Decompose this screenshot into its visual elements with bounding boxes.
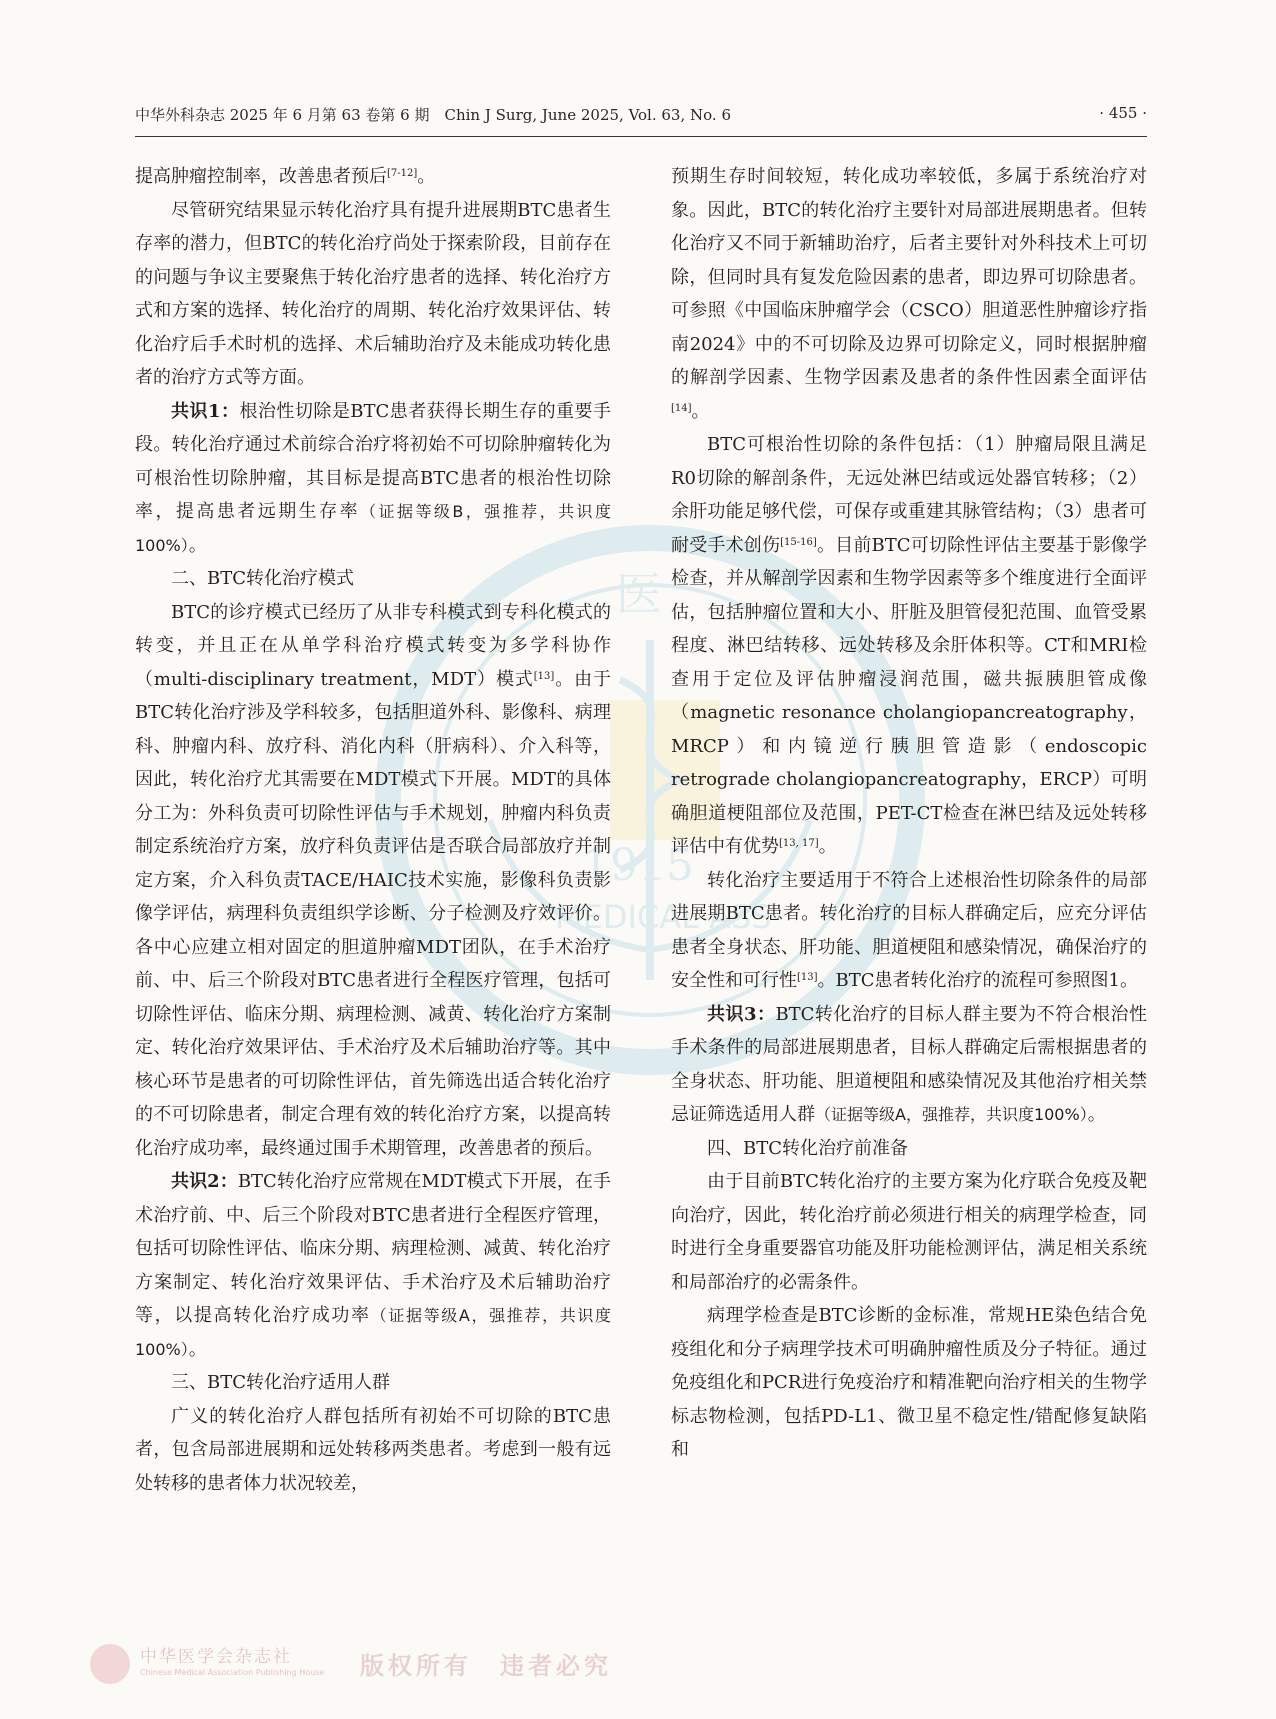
consensus-2: 共识2：BTC转化治疗应常规在MDT模式下开展，在手术治疗前、中、后三个阶段对BTC患者进行全程医疗管理，包括可切除性评估、临床分期、病理检测、减黄、转化治疗方案制定、转化治疗效果评估、手术治疗及术后辅助治疗等，以提高转化治疗成功率（证据等级A，强推荐，共识度100%）。 (135, 1171, 611, 1360)
paragraph: 广义的转化治疗人群包括所有初始不可切除的BTC患者，包含局部进展期和远处转移两类患者。考虑到一般有远处转移的患者体力状况较差， (135, 1405, 611, 1494)
right-column (671, 160, 1147, 1467)
evidence-level: （证据等级A，强推荐，共识度100%） (815, 1105, 1088, 1124)
paragraph: BTC可根治性切除的条件包括：（1）肿瘤局限且满足R0切除的解剖条件，无远处淋巴结或远处器官转移；（2）余肝功能足够代偿，可保存或重建其脉管结构；（3）患者可耐受手术创伤[15-16]。目前BTC可切除性评估主要基于影像学检查，并从解剖学因素和生物学因素等多个维度进行全面评估，包括肿瘤位置和大小、肝脏及胆管侵犯范围、血管受累程度、淋巴结转移、远处转移及余肝体积等。CT和MRI检查用于定位及评估肿瘤浸润范围，磁共振胰胆管成像（magnetic resonance cholangiopancreatography，MRCP）和内镜逆行胰胆管造影（endoscopic retrograde cholangiopancreatography，ERCP）可明确胆道梗阻部位及范围，PET-CT检查在淋巴结及远处转移评估中有优势[13, 17]。 (671, 434, 1147, 857)
page-number: · 455 · (1099, 104, 1147, 122)
citation: [15-16] (780, 536, 817, 548)
paragraph: BTC的诊疗模式已经历了从非专科模式到专科化模式的转变，并且正在从单学科治疗模式转变为多学科协作（multi-disciplinary treatment，MDT）模式[13]。由于BTC转化治疗涉及学科较多，包括胆道外科、影像科、病理科、肿瘤内科、放疗科、消化内科（肝病科）、介入科等，因此，转化治疗尤其需要在MDT模式下开展。MDT的具体分工为：外科负责可切除性评估与手术规划，肿瘤内科负责制定系统治疗方案，放疗科负责评估是否联合局部放疗并制定方案，介入科负责TACE/HAIC技术实施，影像科负责影像学评估，病理科负责组织学诊断、分子检测及疗效评价。各中心应建立相对固定的胆道肿瘤MDT团队，在手术治疗前、中、后三个阶段对BTC患者进行全程医疗管理，包括可切除性评估、临床分期、病理检测、减黄、转化治疗方案制定、转化治疗效果评估、手术治疗及术后辅助治疗等。其中核心环节是患者的可切除性评估，首先筛选出适合转化治疗的不可切除患者，制定合理有效的转化治疗方案，以提高转化治疗成功率，最终通过围手术期管理，改善患者的预后。 (135, 601, 611, 1159)
section-heading: 三、BTC转化治疗适用人群 (171, 1372, 391, 1393)
citation: [14] (671, 402, 692, 414)
citation: [13] (797, 972, 818, 983)
evidence-level: （证据等级A，强推荐，共识度100%） (135, 1306, 611, 1359)
consensus-label: 共识3： (707, 1003, 776, 1025)
consensus-1: 共识1：根治性切除是BTC患者获得长期生存的重要手段。转化治疗通过术前综合治疗将初始不可切除肿瘤转化为可根治性切除肿瘤，其目标是提高BTC患者的根治性切除率，提高患者远期生存率（证据等级B，强推荐，共识度100%）。 (135, 400, 612, 556)
paragraph: 转化治疗主要适用于不符合上述根治性切除条件的局部进展期BTC患者。转化治疗的目标人群确定后，应充分评估患者全身状态、肝功能、胆道梗阻和感染情况，确保治疗的安全性和可行性[13]。BTC患者转化治疗的流程可参照图1。 (671, 869, 1147, 991)
running-header (135, 104, 1147, 132)
paragraph: 尽管研究结果显示转化治疗具有提升进展期BTC患者生存率的潜力，但BTC的转化治疗尚处于探索阶段，目前存在的问题与争议主要聚焦于转化治疗患者的选择、转化治疗方式和方案的选择、转化治疗的周期、转化治疗效果评估、转化治疗后手术时机的选择、术后辅助治疗及未能成功转化患者的治疗方式等方面。 (135, 199, 611, 388)
citation: [7-12] (387, 168, 418, 179)
svg-text:MEDICAL ASS: MEDICAL ASS (555, 898, 772, 936)
paragraph: 提高肿瘤控制率，改善患者预后[7-12]。 (135, 166, 436, 187)
svg-text:医: 医 (616, 567, 662, 621)
evidence-level: （证据等级B，强推荐，共识度100%） (135, 502, 612, 555)
consensus-3: 共识3：BTC转化治疗的目标人群主要为不符合根治性手术条件的局部进展期患者，目标人群确定后需根据患者的全身状态、肝功能、胆道梗阻和感染情况及其他治疗相关禁忌证筛选适用人群（证据等级A，强推荐，共识度100%）。 (671, 1003, 1147, 1125)
section-heading: 四、BTC转化治疗前准备 (707, 1137, 909, 1159)
publisher-footer (90, 1640, 650, 1690)
consensus-label: 共识1： (171, 400, 240, 422)
publisher-name-en: Chinese Medical Association Publishing House (140, 1668, 325, 1677)
left-column (135, 160, 611, 1500)
publisher-emblem-icon (90, 1644, 130, 1684)
citation: [13, 17] (779, 838, 819, 849)
header-rule (135, 136, 1147, 137)
journal-citation: 中华外科杂志 2025 年 6 月第 63 卷第 6 期 Chin J Surg, June 2025, Vol. 63, No. 6 (135, 106, 731, 124)
paragraph: 由于目前BTC转化治疗的主要方案为化疗联合免疫及靶向治疗，因此，转化治疗前必须进行相关的病理学检查，同时进行全身重要器官功能及肝功能检测评估，满足相关系统和局部治疗的必需条件。 (671, 1171, 1147, 1293)
publisher-name: 中华医学会杂志社 (140, 1647, 292, 1667)
consensus-label: 共识2： (171, 1171, 238, 1192)
section-heading: 二、BTC转化治疗模式 (171, 568, 355, 589)
svg-text:1915: 1915 (582, 840, 694, 891)
paragraph: 预期生存时间较短，转化成功率较低，多属于系统治疗对象。因此，BTC的转化治疗主要针对局部进展期患者。但转化治疗又不同于新辅助治疗，后者主要针对外科技术上可切除，但同时具有复发危险因素的患者，即边界可切除患者。可参照《中国临床肿瘤学会（CSCO）胆道恶性肿瘤诊疗指南2024》中的不可切除及边界可切除定义，同时根据肿瘤的解剖学因素、生物学因素及患者的条件性因素全面评估[14]。 (671, 166, 1147, 422)
copyright-notice: 版权所有 违者必究 (360, 1652, 612, 1680)
paragraph: 病理学检查是BTC诊断的金标准，常规HE染色结合免疫组化和分子病理学技术可明确肿瘤性质及分子特征。通过免疫组化和PCR进行免疫治疗和精准靶向治疗相关的生物学标志物检测，包括PD-L1、微卫星不稳定性/错配修复缺陷和 (671, 1305, 1147, 1460)
citation: [13] (533, 670, 555, 682)
